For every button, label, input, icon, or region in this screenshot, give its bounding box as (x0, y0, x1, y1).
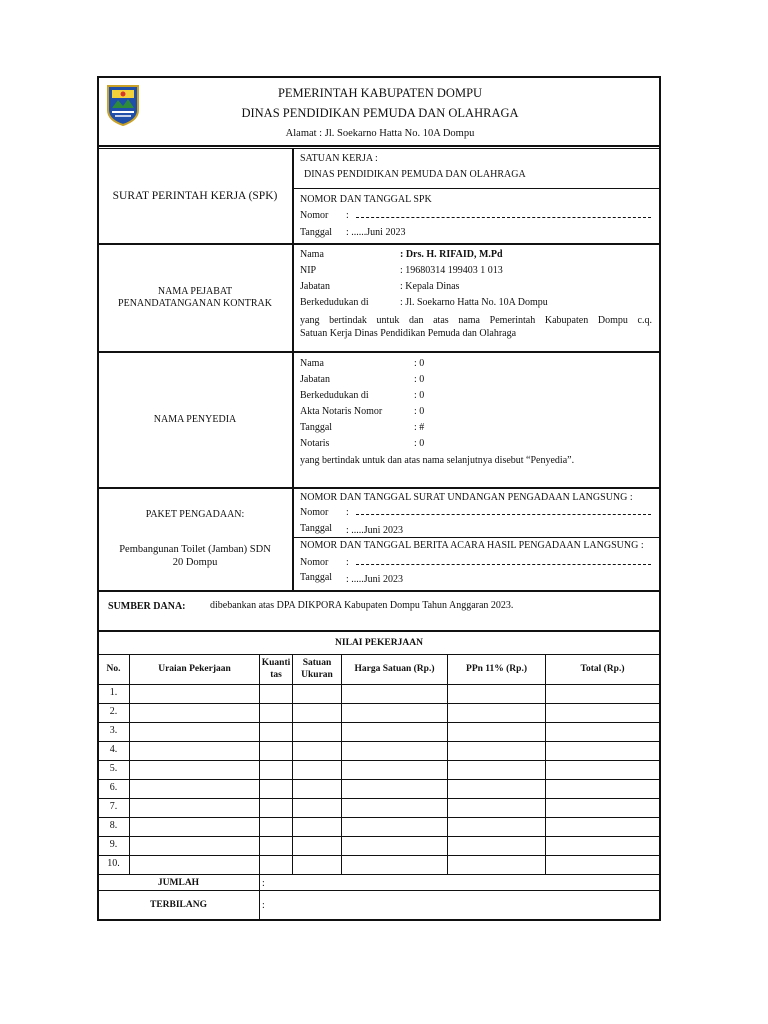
row-number: 10. (107, 858, 120, 869)
col-kuantitas-header: Kuanti (261, 658, 291, 668)
divider (97, 890, 661, 891)
col-uraian-header: Uraian Pekerjaan (158, 664, 231, 674)
pejabat-nip-value: : 19680314 199403 1 013 (400, 265, 503, 276)
divider (97, 145, 661, 147)
berita-tanggal-value: : .....Juni 2023 (346, 574, 403, 585)
header-address: Alamat : Jl. Soekarno Hatta No. 10A Dompu (285, 128, 475, 139)
divider (259, 654, 260, 919)
undangan-label: NOMOR DAN TANGGAL SURAT UNDANGAN PENGADAAN LANGSUNG : (300, 492, 633, 503)
satuan-label: SATUAN KERJA : (300, 153, 378, 164)
paket-name1: Pembangunan Toilet (Jamban) SDN (119, 544, 271, 555)
pejabat-jabatan-label: Jabatan (300, 281, 330, 292)
row-divider (97, 722, 661, 723)
row-divider (97, 798, 661, 799)
pejabat-note2: Satuan Kerja Dinas Pendidikan Pemuda dan Olahraga (300, 328, 517, 339)
divider (292, 148, 294, 590)
divider (97, 630, 661, 632)
berita-nomor-label: Nomor (300, 557, 329, 568)
penyedia-value: : 0 (414, 358, 425, 369)
terbilang-label: TERBILANG (149, 900, 207, 910)
divider (97, 351, 661, 353)
jumlah-sep: : (262, 878, 265, 889)
penyedia-value: : # (414, 422, 425, 433)
dotted-line (356, 564, 651, 565)
terbilang-sep: : (262, 900, 265, 911)
undangan-tanggal-label: Tanggal (300, 523, 333, 534)
col-satuan-header: Ukuran (301, 670, 333, 680)
sumber-label: SUMBER DANA: (108, 601, 186, 612)
penyedia-label: Notaris (300, 438, 330, 449)
divider (129, 654, 130, 875)
col-kuantitas-header: tas (270, 670, 282, 680)
penyedia-value: : 0 (414, 438, 425, 449)
divider (97, 148, 661, 149)
divider (97, 654, 661, 655)
row-number: 9. (109, 839, 118, 850)
col-satuan-header: Satuan (302, 658, 332, 668)
pejabat-berkedudukan-value: : Jl. Soekarno Hatta No. 10A Dompu (400, 297, 548, 308)
row-divider (97, 874, 661, 875)
paket-title: PAKET PENGADAAN: (145, 509, 245, 520)
coat-of-arms-icon (106, 84, 140, 126)
pejabat-nip-label: NIP (300, 265, 317, 276)
divider (545, 654, 546, 875)
col-ppn-header: PPn 11% (Rp.) (466, 664, 527, 674)
pejabat-nama-value: : Drs. H. RIFAID, M.Pd (400, 249, 503, 260)
spk-title: SURAT PERINTAH KERJA (SPK) (112, 190, 278, 202)
row-number: 2. (109, 706, 118, 717)
spk-tanggal-value: : ......Juni 2023 (346, 227, 406, 238)
undangan-nomor-label: Nomor (300, 507, 329, 518)
undangan-nomor-sep: : (346, 507, 349, 518)
penyedia-label: Nama (300, 358, 324, 369)
col-total-header: Total (Rp.) (580, 664, 625, 674)
row-divider (97, 817, 661, 818)
spk-nomor-label: Nomor (300, 210, 329, 221)
divider (97, 243, 661, 245)
row-divider (97, 779, 661, 780)
dotted-line (356, 217, 651, 218)
spk-nomor-sep: : (346, 210, 349, 221)
penyedia-label: Tanggal (300, 422, 333, 433)
berita-nomor-sep: : (346, 557, 349, 568)
divider (341, 654, 342, 875)
row-number: 7. (109, 801, 118, 812)
divider (447, 654, 448, 875)
row-divider (97, 855, 661, 856)
divider (97, 487, 661, 489)
divider (293, 188, 661, 189)
header-line1: PEMERINTAH KABUPATEN DOMPU (277, 86, 483, 100)
berita-tanggal-label: Tanggal (300, 572, 333, 583)
penyedia-label: Berkedudukan di (300, 390, 369, 401)
penyedia-value: : 0 (414, 406, 425, 417)
penyedia-value: : 0 (414, 390, 425, 401)
row-number: 8. (109, 820, 118, 831)
row-divider (97, 836, 661, 837)
row-number: 5. (109, 763, 118, 774)
pejabat-note1: yang bertindak untuk dan atas nama Pemerintah Kabupaten Dompu c.q. (300, 315, 652, 326)
jumlah-label: JUMLAH (157, 878, 200, 888)
col-no-header: No. (106, 664, 121, 674)
dotted-line (356, 514, 651, 515)
row-divider (97, 703, 661, 704)
divider (292, 654, 293, 875)
divider (97, 590, 661, 592)
nilai-title: NILAI PEKERJAAN (335, 638, 423, 648)
sumber-value: dibebankan atas DPA DIKPORA Kabupaten Dompu Tahun Anggaran 2023. (210, 600, 514, 611)
divider (97, 684, 661, 685)
header-line2: DINAS PENDIDIKAN PEMUDA DAN OLAHRAGA (241, 106, 519, 120)
row-divider (97, 760, 661, 761)
undangan-tanggal-value: : .....Juni 2023 (346, 525, 403, 536)
penyedia-label: Akta Notaris Nomor (300, 406, 383, 417)
pejabat-berkedudukan-label: Berkedudukan di (300, 297, 369, 308)
row-number: 4. (109, 744, 118, 755)
paket-name2: 20 Dompu (172, 557, 218, 568)
berita-label: NOMOR DAN TANGGAL BERITA ACARA HASIL PENGADAAN LANGSUNG : (300, 540, 644, 551)
spk-tanggal-label: Tanggal (300, 227, 333, 238)
divider (293, 537, 661, 538)
pejabat-title1: NAMA PEJABAT (157, 286, 233, 297)
logo-emblem (106, 84, 140, 126)
penyedia-note: yang bertindak untuk dan atas nama selanjutnya disebut “Penyedia”. (300, 455, 575, 466)
pejabat-jabatan-value: : Kepala Dinas (400, 281, 460, 292)
pejabat-nama-label: Nama (300, 249, 324, 260)
row-number: 6. (109, 782, 118, 793)
col-harga-header: Harga Satuan (Rp.) (354, 664, 435, 674)
satuan-value: DINAS PENDIDIKAN PEMUDA DAN OLAHRAGA (304, 169, 526, 180)
row-number: 3. (109, 725, 118, 736)
pejabat-title2: PENANDATANGANAN KONTRAK (118, 298, 272, 309)
row-number: 1. (109, 687, 118, 698)
spk-nomor-tanggal-label: NOMOR DAN TANGGAL SPK (300, 194, 432, 205)
row-divider (97, 741, 661, 742)
penyedia-label: Jabatan (300, 374, 330, 385)
penyedia-value: : 0 (414, 374, 425, 385)
penyedia-title: NAMA PENYEDIA (153, 414, 237, 425)
